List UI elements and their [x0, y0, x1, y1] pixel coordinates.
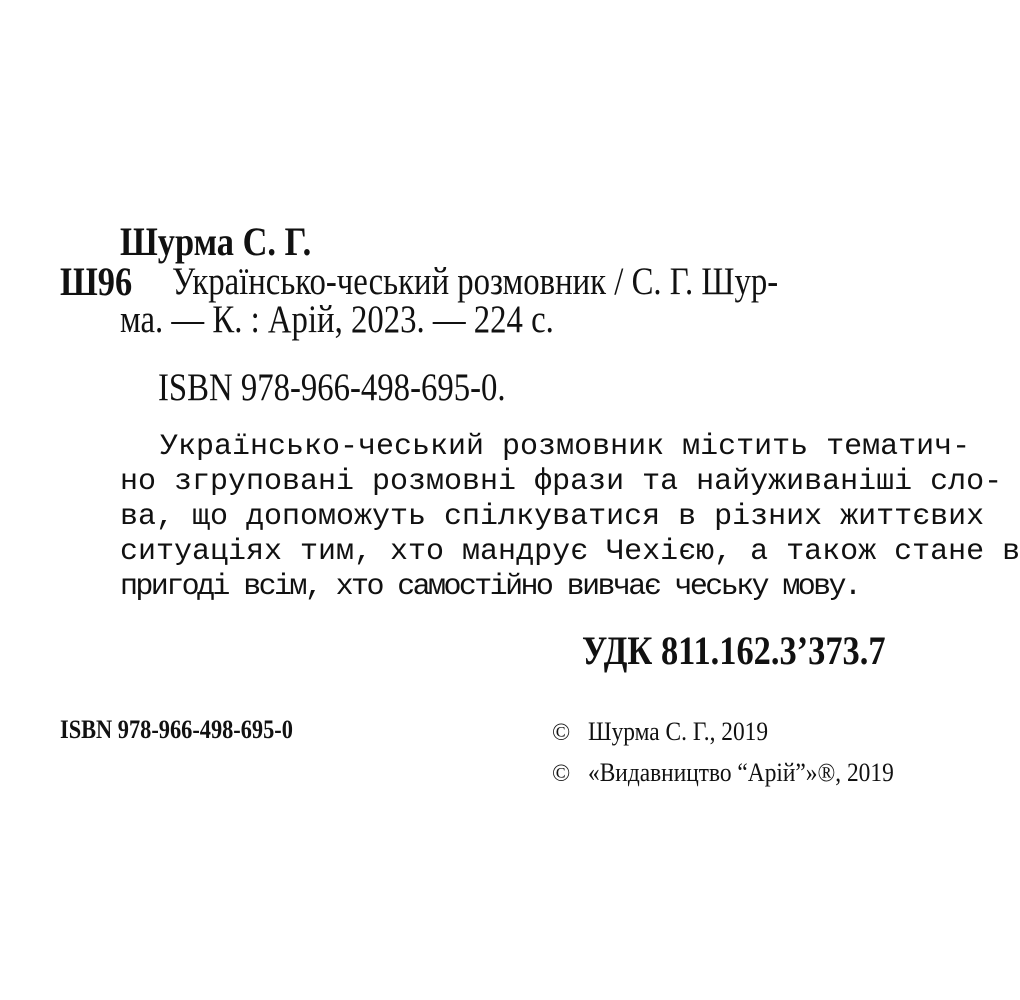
bibliographic-line-1: Українсько-чеський розмовник / С. Г. Шур-	[172, 260, 779, 303]
catalog-code: Ш96	[60, 259, 133, 304]
copyright-text: «Видавництво “Арій”»®, 2019	[588, 758, 894, 787]
author-heading: Шурма С. Г.	[120, 219, 312, 264]
isbn-footer: ISBN 978-966-498-695-0	[60, 715, 293, 744]
annotation-line: ситуаціях тим, хто мандрує Чехією, а також стане в	[120, 535, 1020, 569]
annotation-line: Українсько-чеський розмовник містить тематич-	[160, 430, 971, 464]
copyright-publisher	[552, 758, 928, 788]
annotation-line: ва, що допоможуть спілкуватися в різних життєвих	[120, 500, 985, 534]
copyright-symbol: ©	[552, 720, 571, 746]
copyright-author	[552, 717, 788, 747]
copyright-text: Шурма С. Г., 2019	[588, 717, 769, 746]
bibliographic-line-2: ма. — К. : Арій, 2023. — 224 с.	[120, 298, 554, 341]
annotation-line: пригоді всім, хто самостійно вивчає чеську мову.	[120, 570, 860, 604]
udc-code: УДК 811.162.3’373.7	[582, 628, 886, 673]
isbn-line: ISBN 978-966-498-695-0.	[158, 366, 506, 409]
annotation-line: но згруповані розмовні фрази та найуживаніші сло-	[120, 465, 1003, 499]
copyright-symbol: ©	[552, 761, 571, 787]
